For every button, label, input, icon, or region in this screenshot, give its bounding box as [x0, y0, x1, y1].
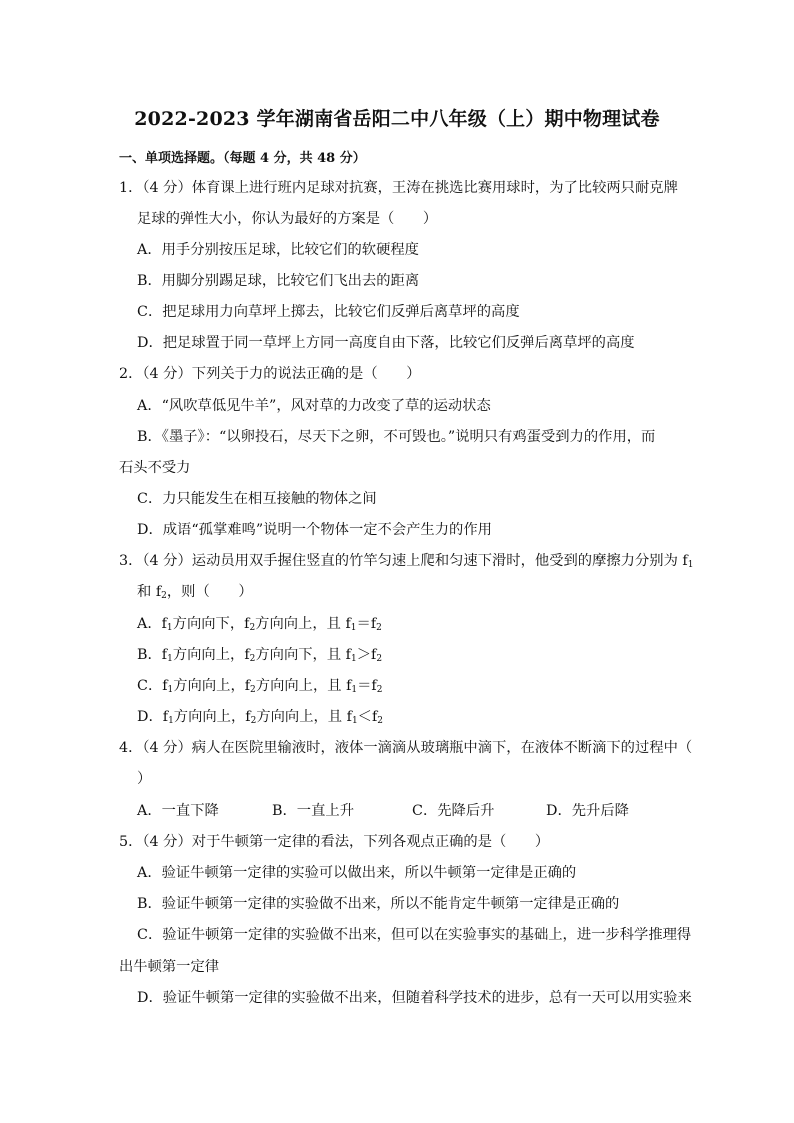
question-1-stem-cont: 足球的弹性大小，你认为最好的方案是（ ） [137, 211, 438, 227]
question-1-stem: 1．（4 分）体育课上进行班内足球对抗赛，王涛在挑选比赛用球时，为了比较两只耐克牌 [119, 180, 678, 196]
question-5-option-d: D．验证牛顿第一定律的实验做不出来，但随着科学技术的进步，总有一天可以用实验来 [137, 990, 692, 1006]
page-title: 2022-2023 学年湖南省岳阳二中八年级（上）期中物理试卷 [134, 108, 660, 130]
question-4-option-c: C．先降后升 [412, 803, 495, 819]
question-4-option-b: B．一直上升 [272, 803, 354, 819]
question-4-option-a: A．一直下降 [137, 803, 219, 819]
question-5-option-c-cont: 出牛顿第一定律 [119, 959, 220, 975]
question-2-stem: 2．（4 分）下列关于力的说法正确的是（ ） [119, 366, 421, 382]
question-5-option-b: B．验证牛顿第一定律的实验做不出来，所以不能肯定牛顿第一定律是正确的 [137, 896, 620, 912]
question-2-option-a: A．“风吹草低见牛羊”，风对草的力改变了草的运动状态 [137, 398, 491, 414]
question-3-option-c: C．$f_1$方向向上，$f_2$方向向上，且 $f_1=f_2$ [137, 678, 383, 695]
section-heading: 一、单项选择题。（每题 4 分，共 48 分） [119, 151, 366, 166]
question-1-option-d: D．把足球置于同一草坪上方同一高度自由下落，比较它们反弹后离草坪的高度 [137, 335, 635, 351]
question-4-stem: 4．（4 分）病人在医院里输液时，液体一滴滴从玻璃瓶中滴下，在液体不断滴下的过程中（ [119, 740, 693, 756]
question-2-option-b-cont: 石头不受力 [119, 460, 191, 476]
question-3-option-b: B．$f_1$方向向上，$f_2$方向向下，且 $f_1>f_2$ [137, 647, 383, 664]
question-4-option-d: D．先升后降 [546, 803, 629, 819]
question-1-option-c: C．把足球用力向草坪上掷去，比较它们反弹后离草坪的高度 [137, 304, 520, 320]
question-2-option-c: C．力只能发生在相互接触的物体之间 [137, 491, 377, 507]
question-3-option-a: A．$f_1$方向向下，$f_2$方向向上，且 $f_1=f_2$ [137, 616, 382, 633]
question-1-option-a: A．用手分别按压足球，比较它们的软硬程度 [137, 242, 419, 258]
question-2-option-b: B．《墨子》：“以卵投石，尽天下之卵，不可毁也。”说明只有鸡蛋受到力的作用，而 [137, 429, 656, 445]
question-3-stem-cont: 和 $f_2$，则（ ） [137, 584, 253, 601]
question-2-option-d: D．成语“孤掌难鸣”说明一个物体一定不会产生力的作用 [137, 522, 492, 538]
question-1-option-b: B．用脚分别踢足球，比较它们飞出去的距离 [137, 273, 420, 289]
question-3-option-d: D．$f_1$方向向上，$f_2$方向向上，且 $f_1<f_2$ [137, 709, 383, 726]
question-4-stem-cont: ） [137, 771, 152, 787]
question-5-stem: 5．（4 分）对于牛顿第一定律的看法，下列各观点正确的是（ ） [119, 834, 550, 850]
question-3-stem: 3．（4 分）运动员用双手握住竖直的竹竿匀速上爬和匀速下滑时，他受到的摩擦力分别为 $f_1$ [119, 553, 694, 570]
question-5-option-a: A．验证牛顿第一定律的实验可以做出来，所以牛顿第一定律是正确的 [137, 865, 577, 881]
question-5-option-c: C．验证牛顿第一定律的实验做不出来，但可以在实验事实的基础上，进一步科学推理得 [137, 927, 692, 943]
